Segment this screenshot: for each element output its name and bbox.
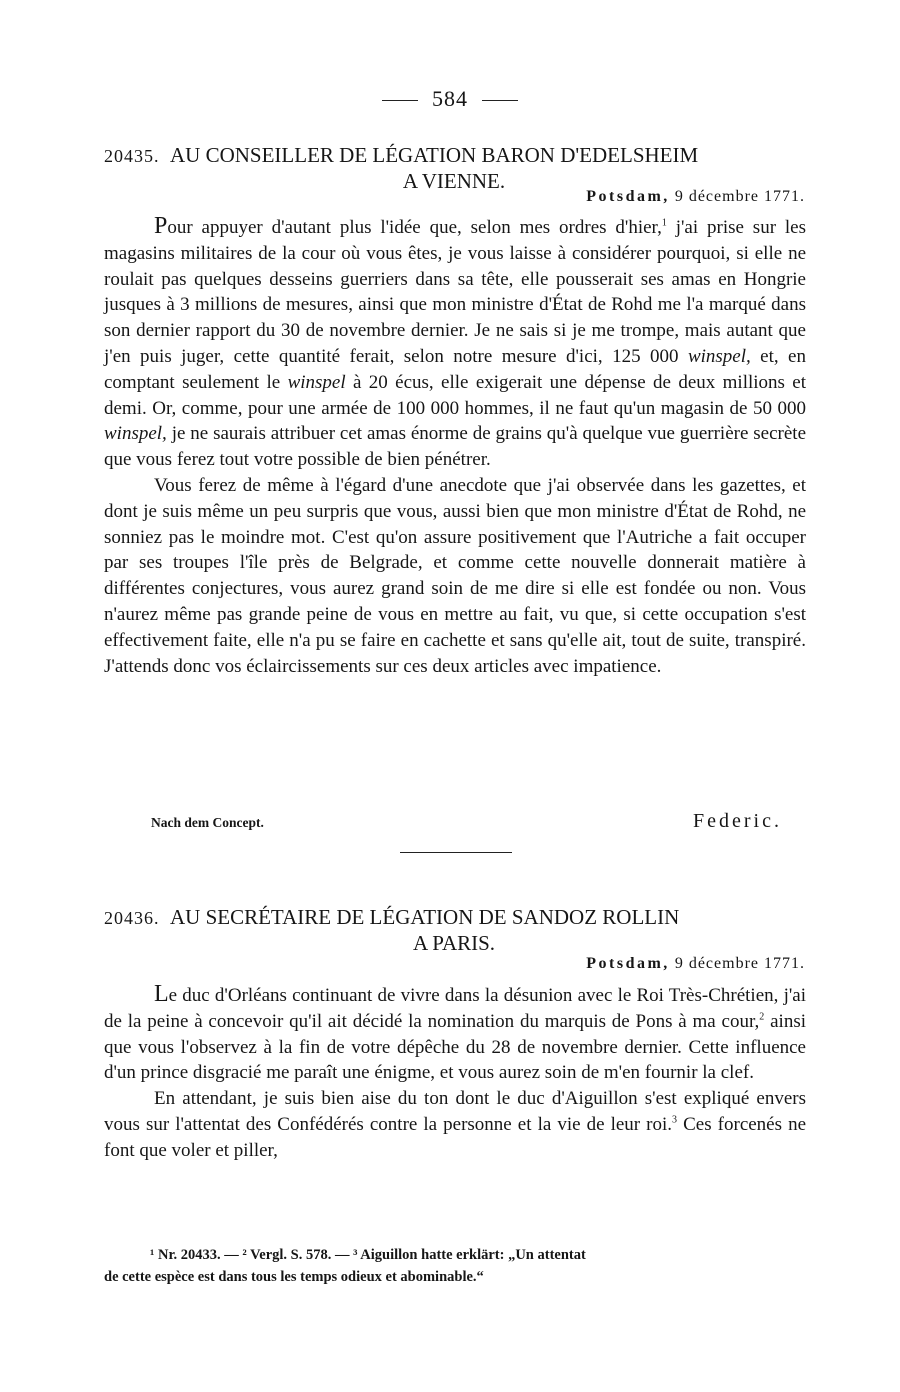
footnotes [104,1244,806,1288]
italic-term: winspel, [104,423,167,445]
paragraph [104,982,806,1086]
heading-text: AU SECRÉTAIRE DE LÉGATION DE SANDOZ ROLLIN [170,905,680,929]
text-run: Pour appuyer d'autant plus l'idée que, selon mes ordres d'hier, [154,213,662,239]
section-divider [400,852,512,853]
heading-line-1 [104,904,804,931]
text-run: Le duc d'Orléans continuant de vivre dans la désunion avec le Roi Très-Chrétien, j'ai de la peine à concevoir qu'il ait décidé la nomination du marquis de Pons à ma cour, [104,981,806,1032]
page-number-dash-right [482,100,518,101]
heading-line-2: A PARIS. [412,931,496,955]
text-run: je ne saurais attribuer cet amas énorme de grains qu'à quelque vue guerrière secrète que vous ferez tout votre possible de bien pénétrer. [104,423,807,471]
page-number-value: 584 [432,86,468,111]
letter-heading-20435 [104,142,804,194]
heading-text: AU CONSEILLER DE LÉGATION BARON D'EDELSHEIM [170,143,699,167]
letter-heading-20436 [104,904,804,956]
text-run: En attendant, je suis bien aise du ton dont le duc d'Aiguillon s'est expliqué envers vous sur l'attentat des Confédérés contre la personne et la vie de leur roi. [104,1088,806,1135]
paragraph [104,214,806,473]
paragraph: Vous ferez de même à l'égard d'une anecdote que j'ai observée dans les gazettes, et dont je suis même un peu surpris que vous, aussi bien que mon ministre d'État de Rohd, ne sonniez pas le moindre mot. C'est qu'on assure positivement que l'Autriche a fait occuper par ses troupes l'île près de Belgrade, et comme cette nouvelle donnerait matière à différentes conjectures, vous aurez grand soin de me dire si elle est fondée ou non. Vous n'aurez même pas grande peine de vous en mettre au fait, vu que, si cette occupation s'est effectivement faite, elle n'a pu se faire en cachette et sans qu'elle ait, tout de suite, transpiré. J'attends donc vos éclaircissements sur ces deux articles avec impatience. [104,474,806,677]
dateline [586,955,805,973]
text-run: ainsi que vous l'observez à la fin de votre dépêche du 28 de novembre dernier. Cette influence d'un prince disgracié me paraît une énigme, et vous aurez soin de m'en fournir la clef. [104,1010,806,1084]
dateline-date: 9 décembre 1771. [674,188,805,205]
letter-body-20435 [104,214,806,679]
source-note: Nach dem Concept. [151,815,264,830]
text-run: j'ai prise sur les magasins militaires de la cour où vous êtes, je vous laisse à considérer pourquoi, si elle ne roulait pas quelques desseins guerriers dans sa tête, elle pousserait ses amas en Hongrie jusques à 3 millions de mesures, ainsi que mon ministre d'État de Rohd me l'a marqué dans son dernier rapport du 30 de novembre dernier. Je ne sais si je me trompe, mais autant que j'en puis juger, cette quantité ferait, selon notre mesure d'ici, 125 000 [104,217,807,367]
heading-line-2: A VIENNE. [402,169,506,193]
page-number [0,86,900,112]
signature: Federic. [693,810,782,832]
dateline [586,188,805,206]
footnote-line: ¹ Nr. 20433. — ² Vergl. S. 578. — ³ Aiguillon hatte erklärt: „Un attentat [150,1247,586,1263]
page-number-dash-left [382,100,418,101]
letter-number: 20436. [104,908,160,928]
letter-number: 20435. [104,146,160,166]
footnote-ref: 3 [672,1114,678,1126]
footnote-ref: 1 [661,217,667,229]
text-run: et, en comptant seulement le [104,345,806,393]
paragraph [104,1086,806,1163]
italic-term: winspel [287,371,346,393]
footnote-ref: 2 [759,1011,765,1023]
letter-body-20436 [104,982,806,1164]
dateline-date: 9 décembre 1771. [674,955,805,972]
footnote-line: de cette espèce est dans tous les temps odieux et abominable.“ [104,1269,484,1285]
dateline-place: Potsdam, [586,955,670,972]
heading-line-1 [104,142,804,169]
text-run: Ces forcenés ne font que voler et piller, [104,1113,807,1161]
dateline-place: Potsdam, [586,188,670,205]
text-run: à 20 écus, elle exigerait une dépense de deux millions et demi. Or, comme, pour une armée de 100 000 hommes, il ne faut qu'un magasin de 50 000 [104,371,807,419]
italic-term: winspel, [687,345,751,367]
